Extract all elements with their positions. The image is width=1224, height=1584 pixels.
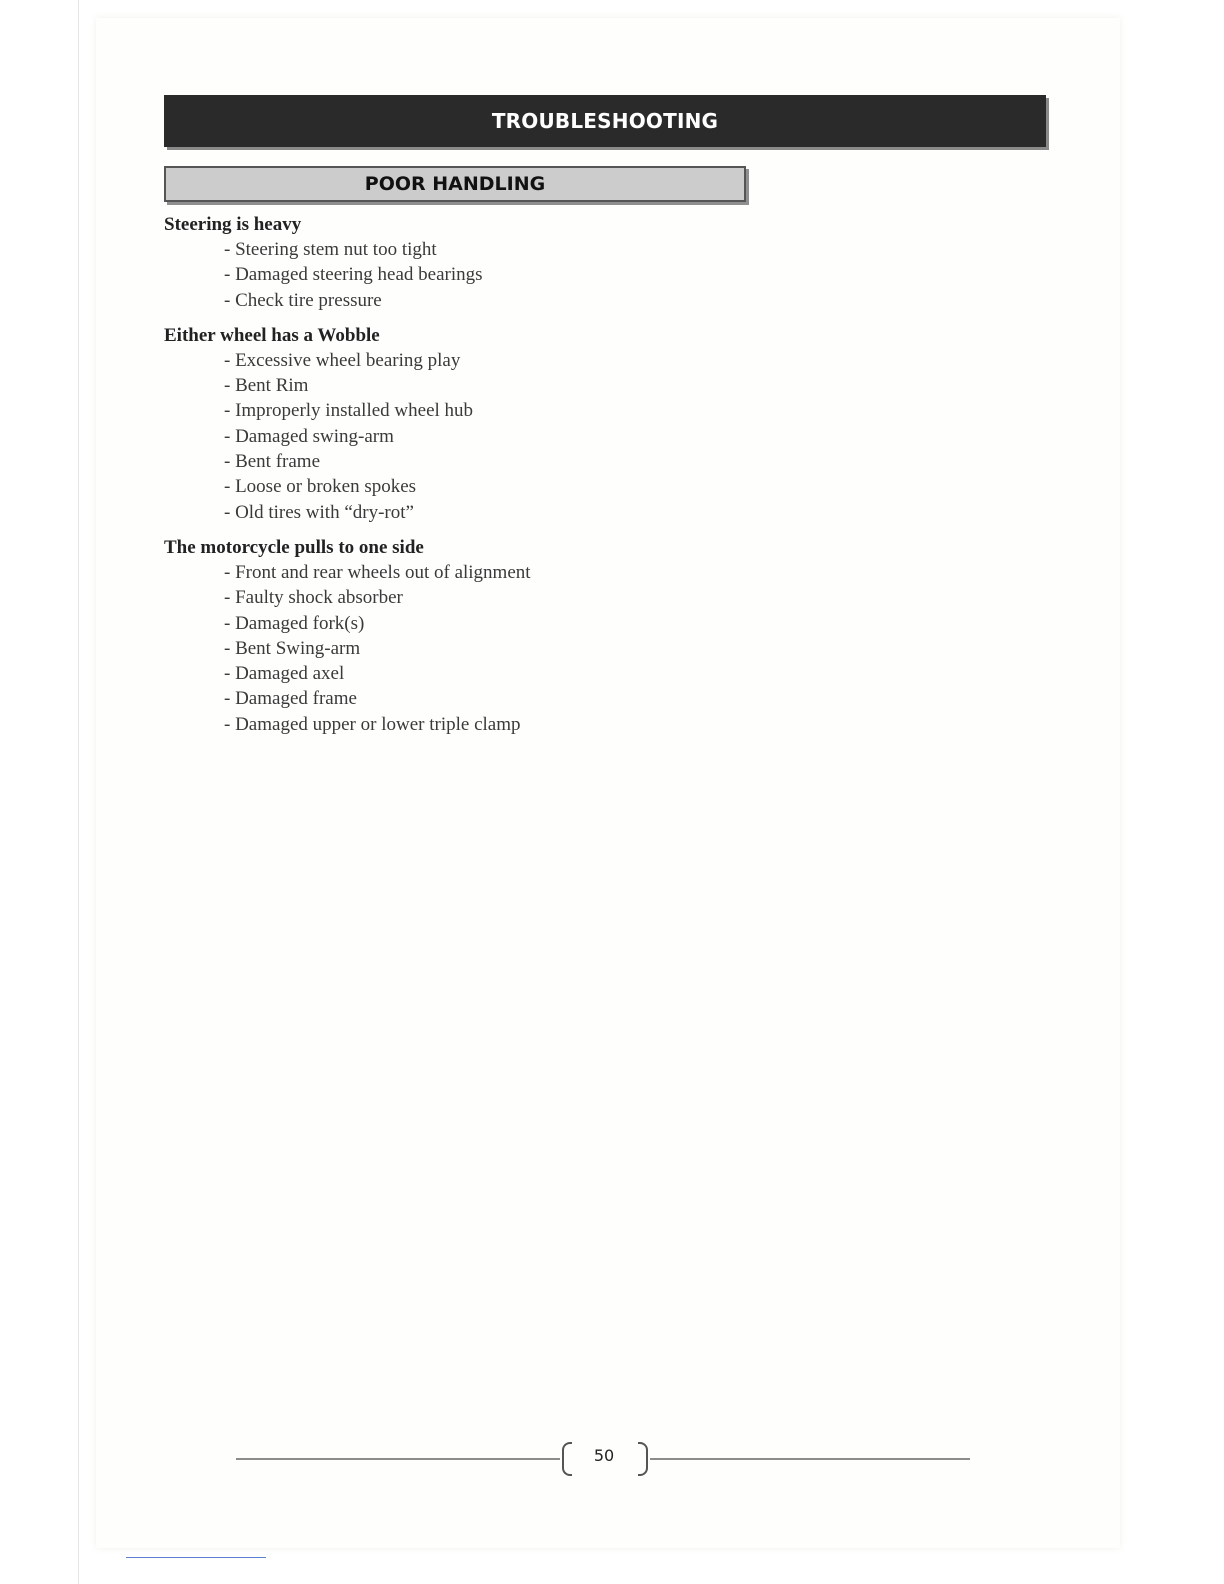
symptom-heading: Steering is heavy <box>164 214 302 235</box>
cause-list <box>164 237 864 313</box>
cause-item: - Check tire pressure <box>224 289 382 311</box>
subsection-title: POOR HANDLING <box>364 173 546 195</box>
page-number: 50 <box>593 1446 615 1465</box>
left-bracket-icon <box>562 1442 572 1476</box>
cause-item: - Improperly installed wheel hub <box>224 400 474 422</box>
cause-item: - Damaged fork(s) <box>224 612 365 634</box>
scan-edge <box>78 0 79 1584</box>
cause-item: - Damaged swing-arm <box>224 425 394 447</box>
symptom-heading: Either wheel has a Wobble <box>164 324 380 346</box>
cause-list <box>164 348 864 525</box>
footer-rule-left <box>236 1458 560 1460</box>
cause-item: - Front and rear wheels out of alignment <box>224 561 531 583</box>
cause-item: - Excessive wheel bearing play <box>224 349 461 371</box>
cause-list <box>164 560 864 737</box>
right-bracket-icon <box>638 1442 648 1476</box>
subsection-header-box <box>164 166 746 202</box>
bottom-divider <box>126 1557 266 1558</box>
symptom-section <box>164 535 864 737</box>
cause-item: - Damaged steering head bearings <box>224 264 483 286</box>
cause-item: - Loose or broken spokes <box>224 476 417 498</box>
cause-item: - Bent frame <box>224 451 321 473</box>
cause-item: - Damaged upper or lower triple clamp <box>224 713 521 735</box>
symptom-heading: The motorcycle pulls to one side <box>164 536 424 558</box>
symptom-section <box>164 323 864 525</box>
page-footer <box>236 1436 970 1482</box>
footer-rule-right <box>650 1458 970 1460</box>
section-title: TROUBLESHOOTING <box>491 109 719 133</box>
cause-item: - Damaged axel <box>224 663 345 685</box>
cause-item: - Old tires with “dry-rot” <box>224 501 414 523</box>
cause-item: - Steering stem nut too tight <box>224 239 437 260</box>
cause-item: - Bent Swing-arm <box>224 637 361 659</box>
section-header-bar <box>164 95 1046 147</box>
cause-item: - Damaged frame <box>224 688 357 710</box>
symptom-section <box>164 212 864 313</box>
troubleshooting-content <box>164 212 864 747</box>
cause-item: - Bent Rim <box>224 375 309 397</box>
cause-item: - Faulty shock absorber <box>224 587 403 609</box>
